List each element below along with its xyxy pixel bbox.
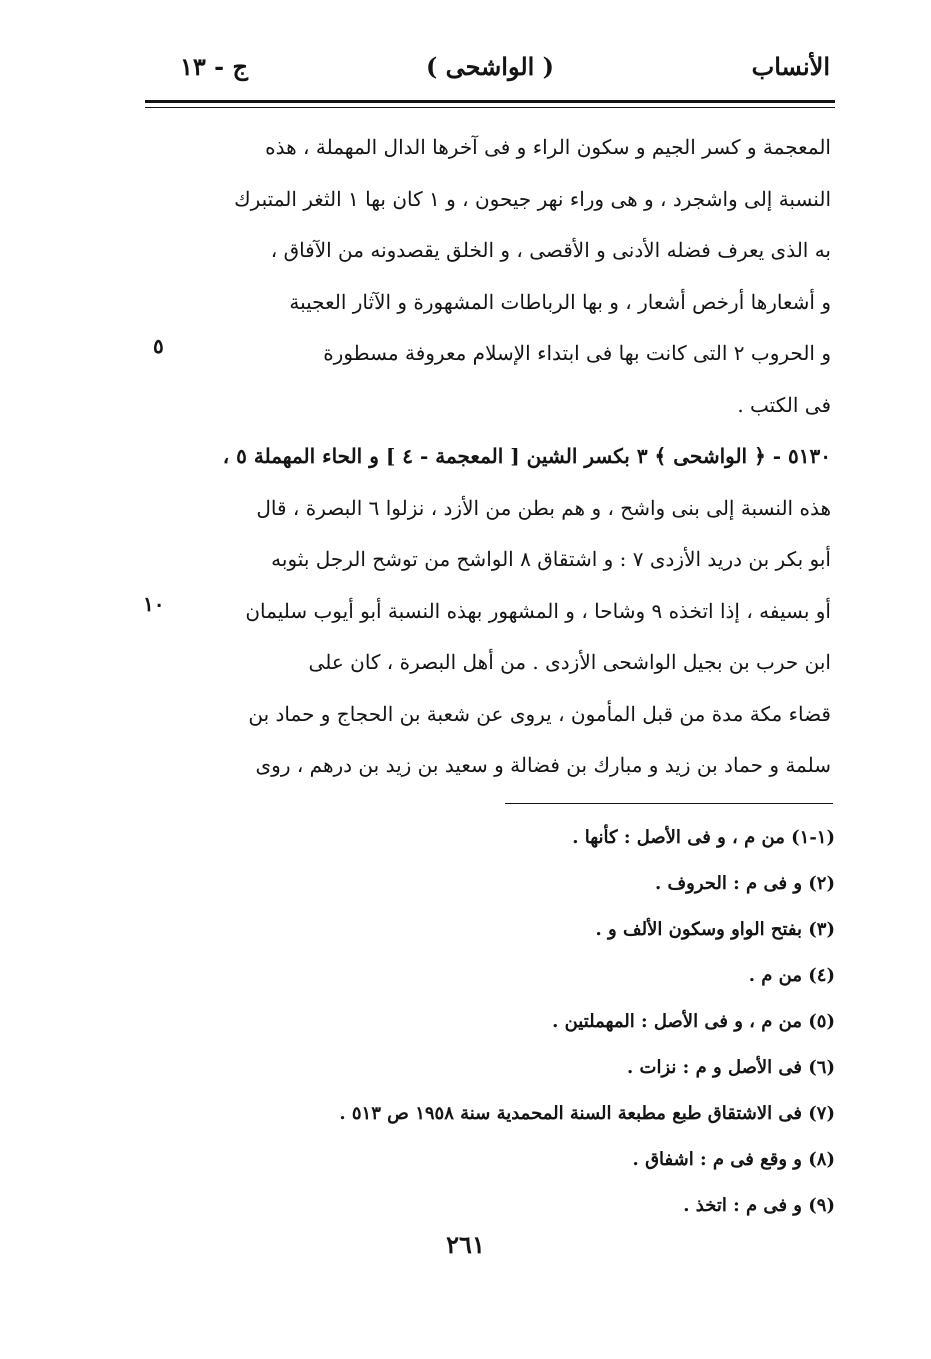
volume-number: ج - ١٣ xyxy=(180,52,248,81)
header-rule-thin xyxy=(145,107,835,108)
text-line: قضاء مكة مدة من قبل المأمون ، يروى عن شعبة بن الحجاج و حماد بن xyxy=(248,701,831,726)
text-line: و أشعارها أرخص أشعار ، و بها الرباطات المشهورة و الآثار العجيبة xyxy=(289,289,831,314)
text-line: أبو بكر بن دريد الأزدى ٧ : و اشتقاق ٨ الواشح من توشح الرجل بثوبه xyxy=(271,547,831,571)
text-line: أو بسيفه ، إذا اتخذه ٩ وشاحا ، و المشهور بهذه النسبة أبو أيوب سليمان xyxy=(245,598,831,623)
line-number-5: ٥ xyxy=(153,334,164,358)
header-rule-thick xyxy=(145,100,835,103)
text-line: النسبة إلى واشجرد ، و هى وراء نهر جيحون ، و ١ كان بها ١ الثغر المتبرك xyxy=(234,186,831,211)
text-line: و الحروب ٢ التى كانت بها فى ابتداء الإسلام معروفة مسطورة xyxy=(323,341,831,365)
footnote-rule xyxy=(505,803,833,804)
main-text xyxy=(178,122,831,792)
footnote: (٩) و فى م : اتخذ . xyxy=(683,1195,835,1216)
text-line: هذه النسبة إلى بنى واشح ، و هم بطن من الأزد ، نزلوا ٦ البصرة ، قال xyxy=(256,495,831,520)
text-line: به الذى يعرف فضله الأدنى و الأقصى ، و الخلق يقصدونه من الآفاق ، xyxy=(270,238,831,262)
text-line: ابن حرب بن بجيل الواشحى الأزدى . من أهل البصرة ، كان على xyxy=(308,650,831,674)
entry-heading: ( الواشحى ) xyxy=(425,52,555,81)
footnote: (٧) فى الاشتقاق طبع مطبعة السنة المحمدية سنة ١٩٥٨ ص ٥١٣ . xyxy=(339,1103,835,1124)
text-line: فى الكتب . xyxy=(737,392,831,417)
line-number-10: ١٠ xyxy=(143,592,165,616)
footnote: (٨) و وقع فى م : اشفاق . xyxy=(632,1149,835,1170)
entry-line: ٥١٣٠ - ﴿ الواشحى ﴾ ٣ بكسر الشين [ المعجمة - ٤ ] و الحاء المهملة ٥ ، xyxy=(222,444,831,468)
footnote: (١-١) من م ، و فى الأصل : كأنها . xyxy=(572,827,835,848)
page-number: ٢٦١ xyxy=(446,1230,485,1259)
page-header xyxy=(150,52,830,92)
text-line: المعجمة و كسر الجيم و سكون الراء و فى آخرها الدال المهملة ، هذه xyxy=(265,135,831,159)
footnote: (٣) بفتح الواو وسكون الألف و . xyxy=(595,919,835,940)
footnote: (٢) و فى م : الحروف . xyxy=(654,873,835,894)
footnotes xyxy=(260,815,835,1229)
footnote: (٦) فى الأصل و م : نزات . xyxy=(626,1057,835,1078)
running-title: الأنساب xyxy=(751,52,830,81)
footnote: (٤) من م . xyxy=(748,965,835,986)
footnote: (٥) من م ، و فى الأصل : المهملتين . xyxy=(552,1011,835,1032)
text-line: سلمة و حماد بن زيد و مبارك بن فضالة و سعيد بن زيد بن درهم ، روى xyxy=(255,753,831,777)
